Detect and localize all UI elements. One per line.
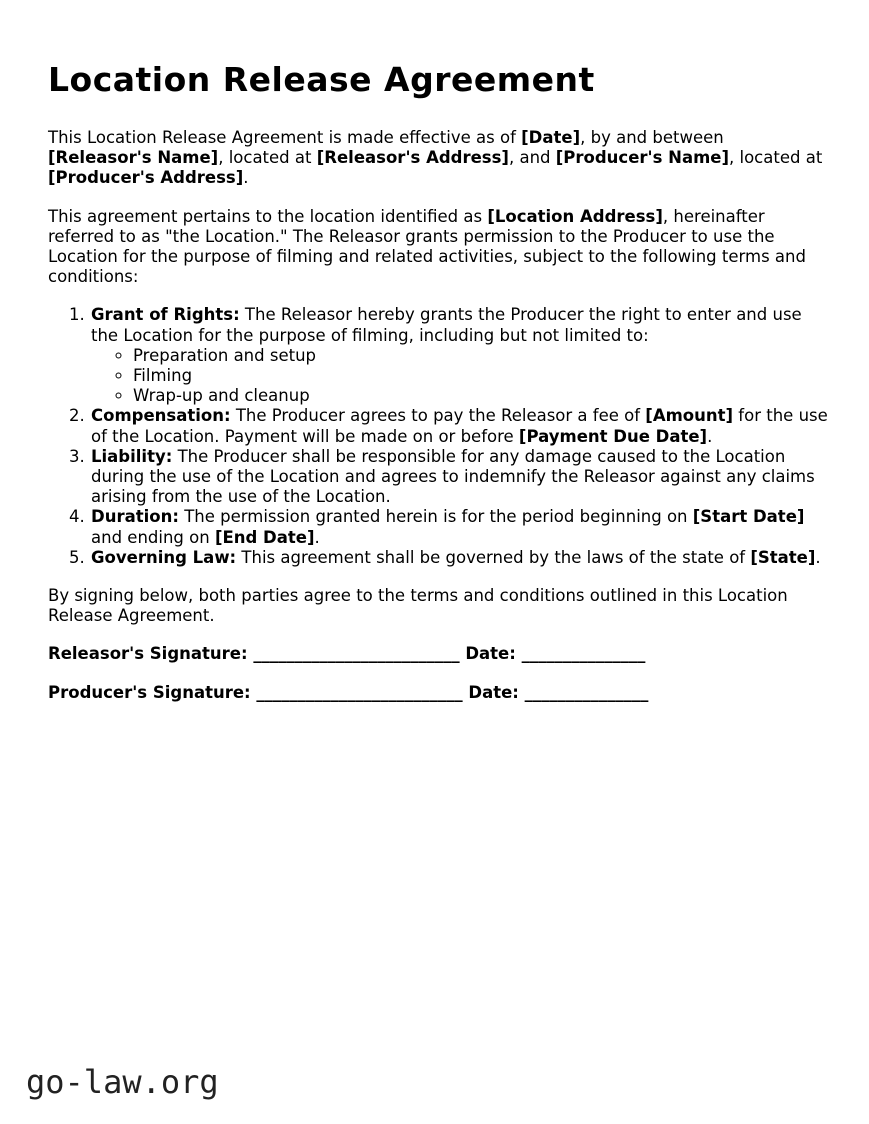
state-placeholder: [State] xyxy=(750,547,816,567)
producer-name-placeholder: [Producer's Name] xyxy=(555,148,730,168)
end-date-placeholder: [End Date] xyxy=(214,527,315,547)
list-item: ◦ Filming xyxy=(133,366,828,386)
term-label: Governing Law: xyxy=(91,547,237,567)
term-label: Compensation: xyxy=(91,406,231,426)
producer-date-field[interactable]: _______________ xyxy=(524,682,649,702)
releasor-signature-field[interactable]: _________________________ xyxy=(253,644,460,664)
payment-due-date-placeholder: [Payment Due Date] xyxy=(518,426,708,446)
watermark-logo: go-law.org xyxy=(26,1063,219,1101)
list-item: ◦ Wrap-up and cleanup xyxy=(133,386,828,406)
document-page xyxy=(48,58,828,721)
producer-address-placeholder: [Producer's Address] xyxy=(48,168,244,188)
producer-signature-field[interactable]: _________________________ xyxy=(256,682,463,702)
releasor-address-placeholder: [Releasor's Address] xyxy=(316,148,509,168)
location-paragraph: This agreement pertains to the location identified as [Location Address], hereinafter referred to as "the Location." The Releasor grants permission to the Producer to use the Location for the purpose of filming and related activities, subject to the following terms and conditions: xyxy=(48,206,806,287)
term-liability: 3. Liability: The Producer shall be responsible for any damage caused to the Location during the use of the Location and agrees to indemnify the Releasor against any claims arising from the use of the Location. xyxy=(90,447,828,508)
document-title: Location Release Agreement xyxy=(48,60,595,99)
list-item: ◦ Preparation and setup xyxy=(133,346,828,366)
producer-signature-line xyxy=(48,683,828,703)
term-label: Grant of Rights: xyxy=(91,305,240,325)
term-governing-law: 5. Governing Law: This agreement shall be governed by the laws of the state of [State]. xyxy=(90,548,828,568)
term-label: Duration: xyxy=(91,507,179,527)
closing-paragraph: By signing below, both parties agree to the terms and conditions outlined in this Location Release Agreement. xyxy=(48,586,788,626)
term-duration: 4. Duration: The permission granted herein is for the period beginning on [Start Date] and ending on [End Date]. xyxy=(90,507,828,547)
term-compensation: 2. Compensation: The Producer agrees to pay the Releasor a fee of [Amount] for the use of the Location. Payment will be made on or before [Payment Due Date]. xyxy=(90,406,828,446)
releasor-date-label: Date: xyxy=(459,644,522,664)
term-label: Liability: xyxy=(91,446,173,466)
intro-paragraph: This Location Release Agreement is made effective as of [Date], by and between [Releasor's Name], located at [Releasor's Address], and [Producer's Name], located at [Producer's Address]. xyxy=(48,128,823,188)
location-address-placeholder: [Location Address] xyxy=(487,206,663,226)
start-date-placeholder: [Start Date] xyxy=(692,507,805,527)
releasor-signature-line xyxy=(48,644,828,664)
releasor-signature-label: Releasor's Signature: xyxy=(48,644,254,664)
grant-subitems-list xyxy=(91,346,828,407)
producer-signature-label: Producer's Signature: xyxy=(48,682,257,702)
releasor-date-field[interactable]: _______________ xyxy=(521,644,646,664)
term-grant-of-rights: 1. Grant of Rights: The Releasor hereby grants the Producer the right to enter and use the Location for the purpose of filming, including but not limited to: ◦ Preparation and setup ◦ Filming ◦ Wrap-up and cleanup xyxy=(90,305,828,406)
terms-list xyxy=(48,305,828,568)
amount-placeholder: [Amount] xyxy=(645,406,734,426)
date-placeholder: [Date] xyxy=(521,128,581,147)
producer-date-label: Date: xyxy=(462,682,525,702)
releasor-name-placeholder: [Releasor's Name] xyxy=(48,148,219,168)
